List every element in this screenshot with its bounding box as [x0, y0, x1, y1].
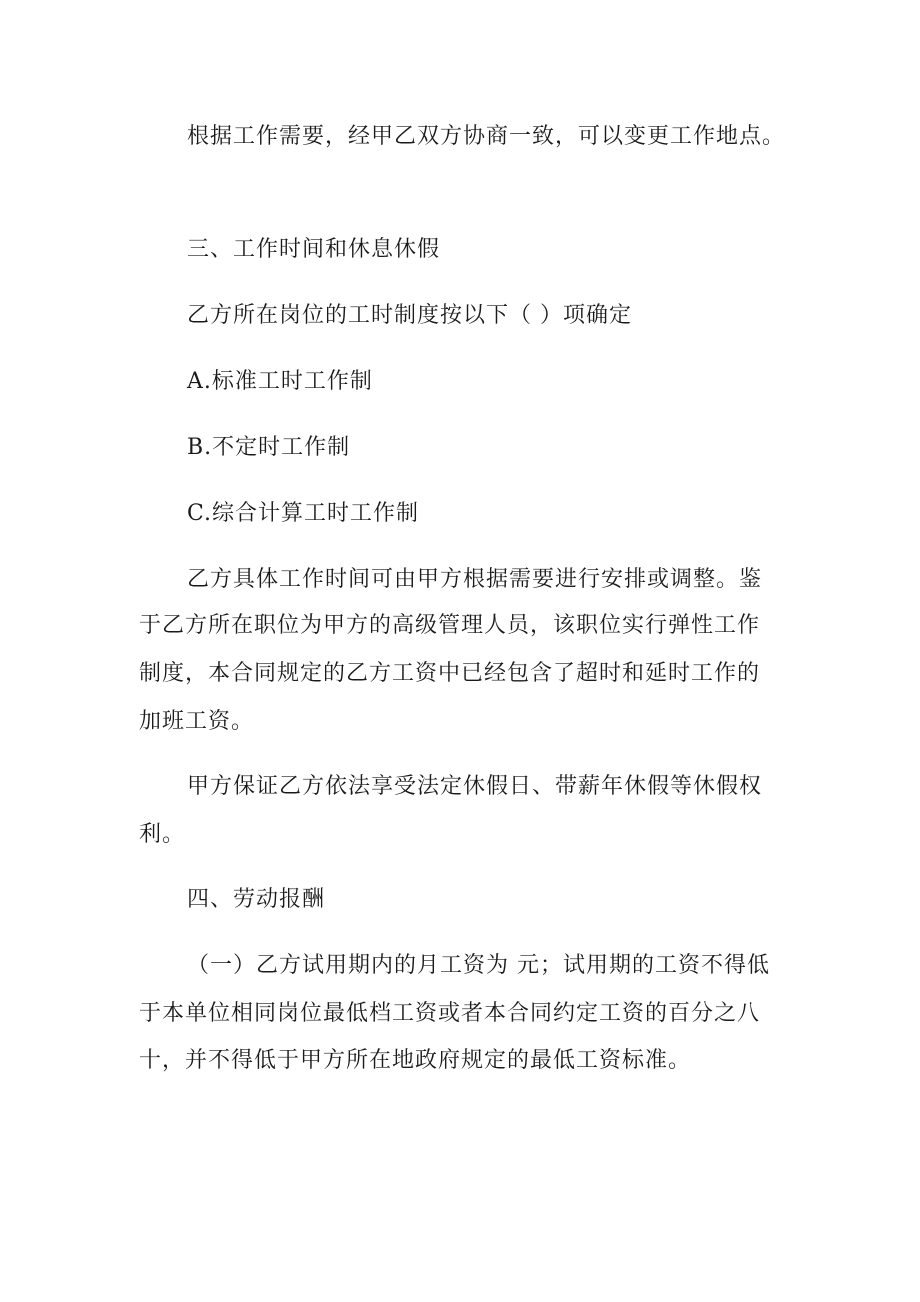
option-a-standard-hours: A.标准工时工作制 — [187, 369, 373, 394]
paragraph-flexible-hours-line-3: 制度，本合同规定的乙方工资中已经包含了超时和延时工作的 — [139, 661, 761, 686]
paragraph-work-location-change: 根据工作需要，经甲乙双方协商一致，可以变更工作地点。 — [187, 124, 786, 149]
paragraph-holiday-rights-line-1: 甲方保证乙方依法享受法定休假日、带薪年休假等休假权 — [187, 774, 763, 799]
paragraph-probation-salary-line-1: （一）乙方试用期内的月工资为 元；试用期的工资不得低 — [187, 953, 770, 978]
paragraph-holiday-rights-line-2: 利。 — [139, 822, 186, 847]
paragraph-flexible-hours-line-2: 于乙方所在职位为甲方的高级管理人员，该职位实行弹性工作 — [139, 613, 761, 638]
section-4-heading: 四、劳动报酬 — [187, 887, 326, 912]
option-b-irregular-hours: B.不定时工作制 — [187, 435, 351, 460]
paragraph-probation-salary-line-3: 十，并不得低于甲方所在地政府规定的最低工资标准。 — [139, 1048, 692, 1073]
paragraph-hours-system-intro: 乙方所在岗位的工时制度按以下（ ）项确定 — [187, 303, 632, 328]
paragraph-flexible-hours-line-1: 乙方具体工作时间可由甲方根据需要进行安排或调整。鉴 — [187, 567, 763, 592]
paragraph-probation-salary-line-2: 于本单位相同岗位最低档工资或者本合同约定工资的百分之八 — [139, 1001, 761, 1026]
paragraph-flexible-hours-line-4: 加班工资。 — [139, 709, 255, 734]
section-3-heading: 三、工作时间和休息休假 — [187, 237, 441, 262]
option-c-comprehensive-hours: C.综合计算工时工作制 — [187, 501, 420, 526]
